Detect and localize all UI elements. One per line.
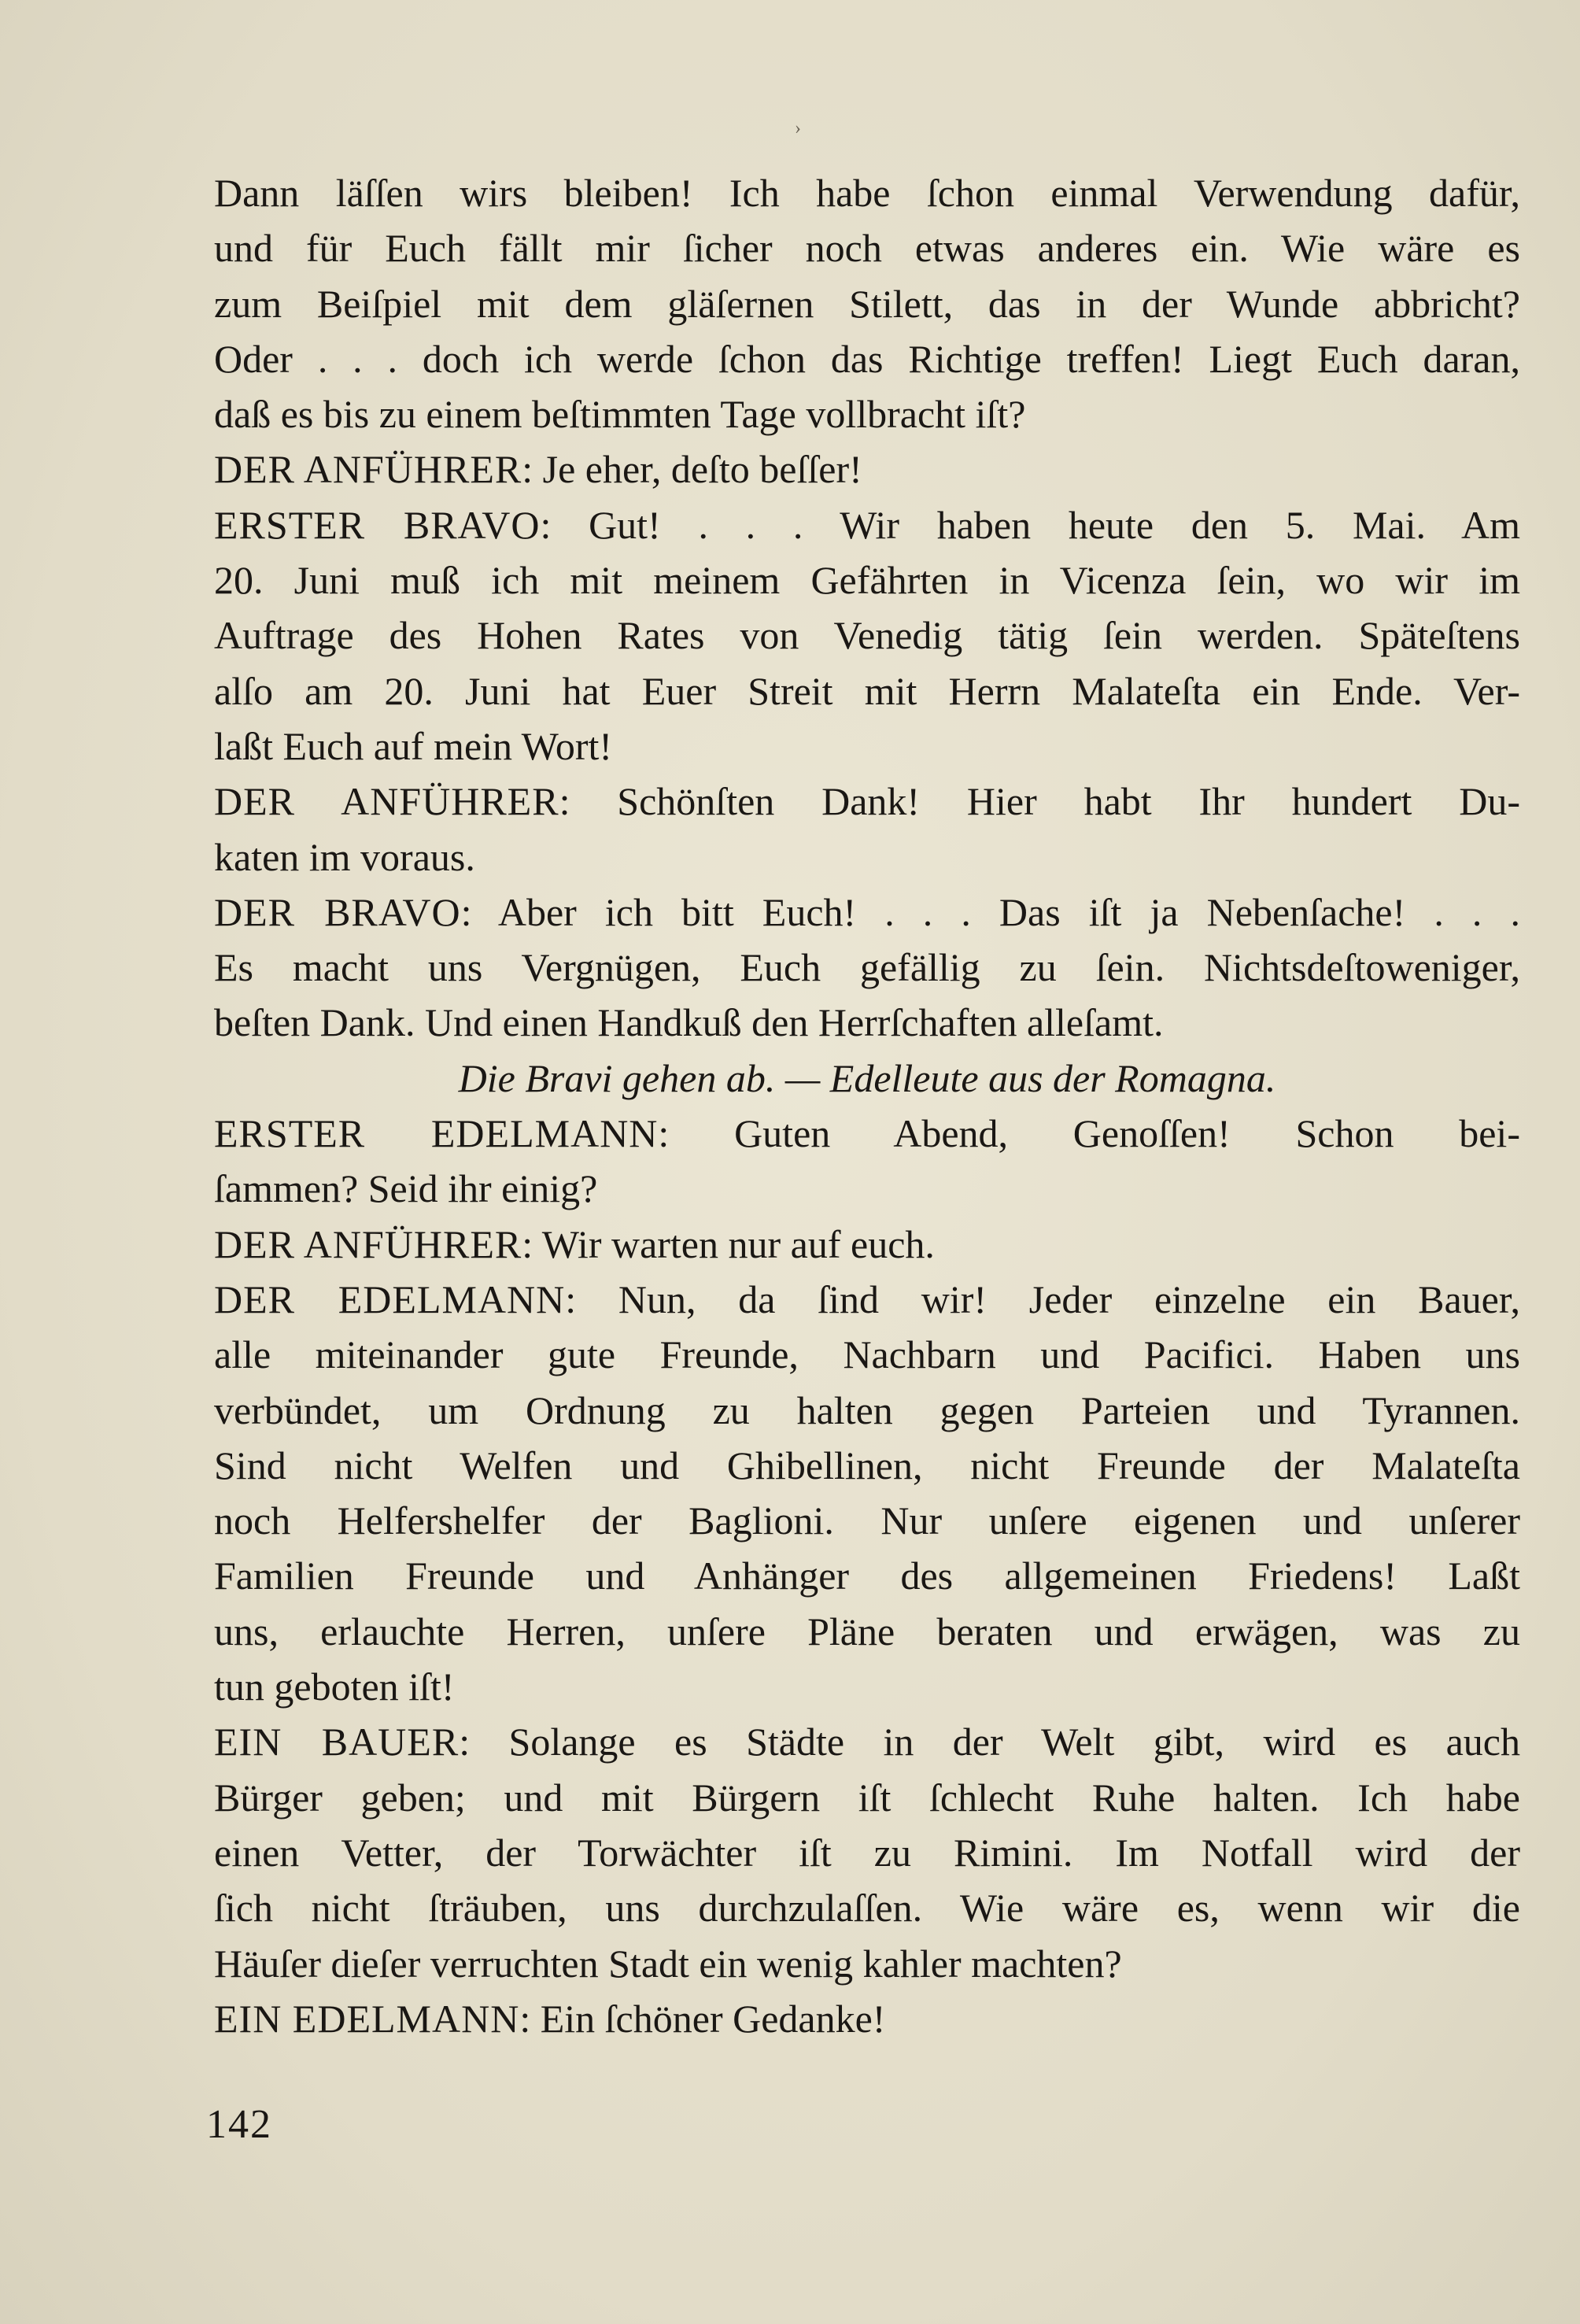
line-text: zum Beiſpiel mit dem gläſernen Stilett, das in der Wunde abbricht? (214, 281, 1520, 326)
text-line (214, 276, 1520, 331)
text-line (214, 552, 1520, 608)
line-text: laßt Euch auf mein Wort! (214, 723, 613, 768)
text-line (214, 1880, 1520, 1935)
line-text: 20. Juni muß ich mit meinem Gefährten in Vicenza ſein, wo wir im (214, 558, 1520, 603)
line-text: Sind nicht Welfen und Ghibellinen, nicht Freunde der Malateſta (214, 1443, 1520, 1487)
line-text: beſten Dank. Und einen Handkuß den Herrſchaften alleſamt. (214, 1000, 1164, 1045)
text-line (214, 1770, 1520, 1825)
line-text: noch Helfershelfer der Baglioni. Nur unſere eigenen und unſerer (214, 1498, 1520, 1543)
text-line (214, 220, 1520, 275)
text-line (214, 1659, 1520, 1714)
line-text: daß es bis zu einem beſtimmten Tage vollbracht iſt? (214, 392, 1026, 437)
line-text: Aber ich bitt Euch! . . . Das iſt ja Nebenſache! . . . (497, 889, 1520, 934)
line-text: Solange es Städte in der Welt gibt, wird es auch (508, 1720, 1520, 1764)
line-text: katen im voraus. (214, 834, 475, 879)
text-line: ERSTER BRAVO: Gut! . . . Wir haben heute den 5. Mai. Am (214, 502, 1520, 547)
line-text: Es macht uns Vergnügen, Euch gefällig zu ſein. Nichtsdeſtoweniger, (214, 945, 1520, 990)
line-text: Dann läſſen wirs bleiben! Ich habe ſchon einmal Verwendung dafür, (214, 171, 1520, 215)
speaker-name: EIN BAUER (214, 1720, 460, 1764)
line-text: verbündet, um Ordnung zu halten gegen Parteien und Tyrannen. (214, 1387, 1520, 1432)
text-line (214, 1161, 1520, 1216)
stage-direction (214, 1051, 1520, 1106)
text-line: DER BRAVO: Aber ich bitt Euch! . . . Das iſt ja Nebenſache! . . . (214, 889, 1520, 934)
line-text: uns, erlauchte Herren, unſere Pläne beraten und erwägen, was zu (214, 1609, 1520, 1653)
print-mark: › (795, 118, 801, 139)
speaker-name: ERSTER BRAVO (214, 502, 541, 547)
line-text: Oder . . . doch ich werde ſchon das Richtige treffen! Liegt Euch daran, (214, 336, 1520, 381)
text-line (214, 829, 1520, 885)
line-text: Schönſten Dank! Hier habt Ihr hundert Du- (617, 779, 1520, 824)
line-text: Ein ſchöner Gedanke! (540, 1996, 886, 2041)
line-text: ſich nicht ſträuben, uns durchzulaſſen. Wie wäre es, wenn wir die (214, 1886, 1520, 1931)
line-text: Nun, da ſind wir! Jeder einzelne ein Bauer, (618, 1277, 1520, 1321)
line-text: Familien Freunde und Anhänger des allgemeinen Friedens! Laßt (214, 1554, 1520, 1598)
text-line: DER ANFÜHRER: Schönſten Dank! Hier habt Ihr hundert Du- (214, 779, 1520, 824)
speaker-name: DER ANFÜHRER (214, 1221, 522, 1266)
text-line: ERSTER EDELMANN: Guten Abend, Genoſſen! Schon bei- (214, 1111, 1520, 1156)
line-text: Guten Abend, Genoſſen! Schon bei- (734, 1111, 1520, 1156)
line-text: ſammen? Seid ihr einig? (214, 1166, 598, 1211)
text-line (214, 1825, 1520, 1880)
speaker-name: DER ANFÜHRER (214, 447, 522, 492)
line-text: einen Vetter, der Torwächter iſt zu Rimini. Im Notfall wird der (214, 1830, 1520, 1875)
line-text: Auftrage des Hohen Rates von Venedig tätig ſein werden. Späteſtens (214, 613, 1520, 658)
line-text: alſo am 20. Juni hat Euer Streit mit Herrn Malateſta ein Ende. Ver- (214, 668, 1520, 713)
text-line (214, 1936, 1520, 1991)
line-text: Je eher, deſto beſſer! (542, 447, 862, 492)
text-line (214, 719, 1520, 774)
speaker-name: DER ANFÜHRER (214, 779, 559, 824)
play-text (214, 165, 1520, 2046)
text-line: EIN EDELMANN: Ein ſchöner Gedanke! (214, 1996, 886, 2041)
speaker-name: ERSTER EDELMANN (214, 1111, 659, 1156)
text-line (214, 1438, 1520, 1493)
speaker-name: DER EDELMANN (214, 1277, 566, 1321)
text-line (214, 1493, 1520, 1548)
text-line (214, 386, 1520, 442)
line-text: Die Bravi gehen ab. — Edelleute aus der Romagna. (458, 1055, 1276, 1100)
speaker-name: DER BRAVO (214, 889, 461, 934)
text-line (214, 1383, 1520, 1438)
text-line (214, 165, 1520, 220)
text-line (214, 608, 1520, 663)
line-text: Wir warten nur auf euch. (541, 1221, 935, 1266)
text-line: EIN BAUER: Solange es Städte in der Welt gibt, wird es auch (214, 1720, 1520, 1764)
text-line (214, 1548, 1520, 1603)
speaker-name: EIN EDELMANN (214, 1996, 520, 2041)
text-line (214, 663, 1520, 719)
text-line (214, 1604, 1520, 1659)
text-line: DER EDELMANN: Nun, da ſind wir! Jeder einzelne ein Bauer, (214, 1277, 1520, 1321)
line-text: Häuſer dieſer verruchten Stadt ein wenig kahler machten? (214, 1941, 1122, 1986)
text-line: DER ANFÜHRER: Je eher, deſto beſſer! (214, 447, 862, 492)
text-line (214, 1327, 1520, 1382)
line-text: Gut! . . . Wir haben heute den 5. Mai. Am (589, 502, 1520, 547)
text-line (214, 331, 1520, 386)
line-text: und für Euch fällt mir ſicher noch etwas anderes ein. Wie wäre es (214, 226, 1520, 271)
line-text: Bürger geben; und mit Bürgern iſt ſchlecht Ruhe halten. Ich habe (214, 1775, 1520, 1820)
text-line (214, 995, 1520, 1050)
page-number: 142 (206, 2102, 272, 2147)
line-text: tun geboten iſt! (214, 1664, 455, 1709)
text-line (214, 940, 1520, 995)
line-text: alle miteinander gute Freunde, Nachbarn und Pacifici. Haben uns (214, 1332, 1520, 1377)
text-line: DER ANFÜHRER: Wir warten nur auf euch. (214, 1221, 935, 1266)
